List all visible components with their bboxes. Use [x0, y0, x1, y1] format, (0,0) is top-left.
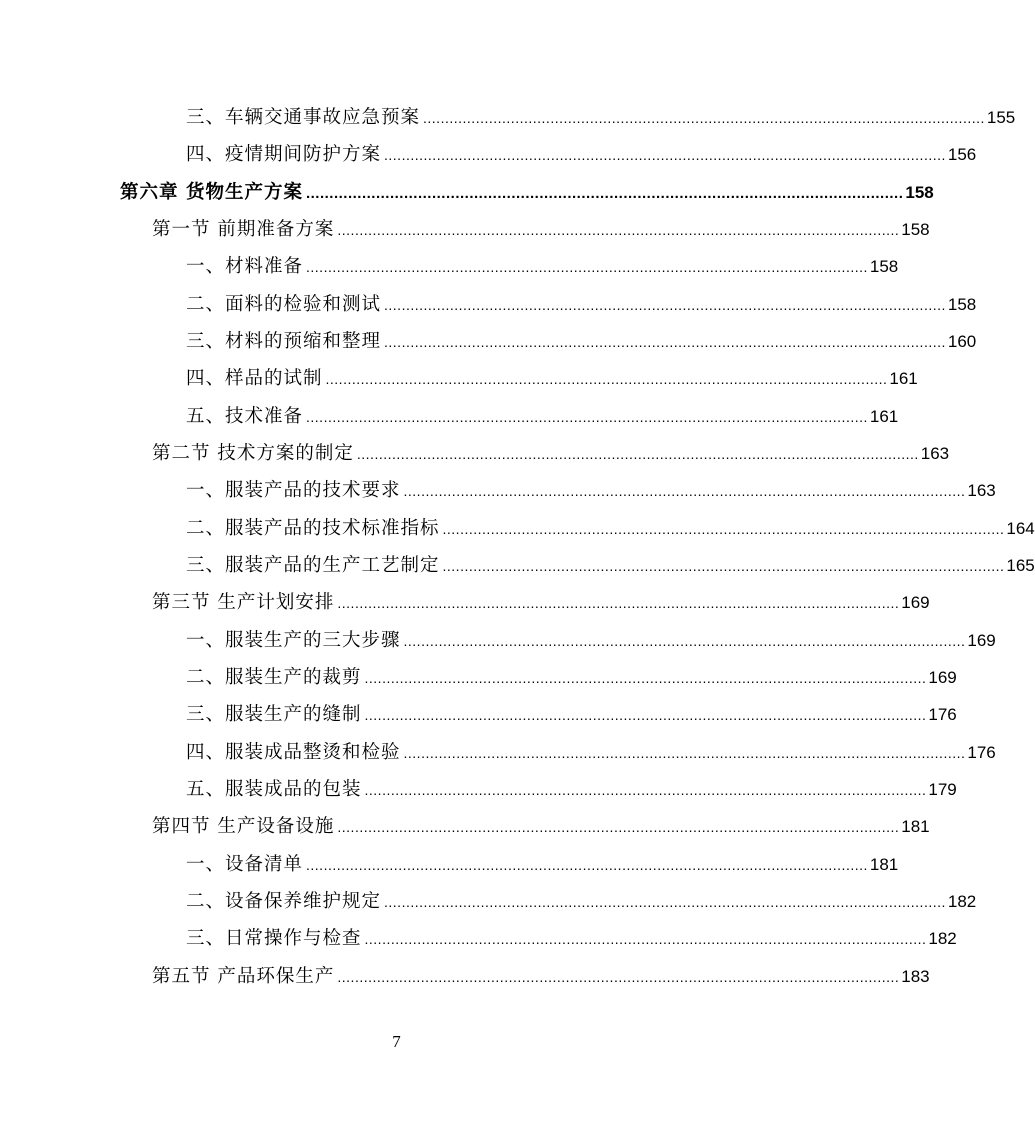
toc-page-number: 182 [928, 929, 957, 948]
toc-page-number: 176 [967, 743, 996, 762]
toc-section-entry[interactable] [152, 440, 950, 468]
toc-dot-leader: ................................................................................................................................ [384, 297, 946, 313]
toc-entry[interactable] [186, 291, 977, 319]
toc-entry-label: 三、服装产品的生产工艺制定 [186, 555, 440, 576]
toc-dot-leader: ................................................................................................................................ [356, 446, 919, 462]
toc-page-number: 181 [869, 855, 899, 874]
toc-page-number: 169 [967, 631, 996, 650]
toc-entry-label: 四、服装成品整烫和检验 [186, 742, 401, 763]
toc-entry[interactable] [186, 925, 957, 953]
toc-page-number: 163 [967, 481, 996, 500]
toc-page-number: 161 [869, 407, 899, 426]
toc-page-number: 160 [947, 332, 977, 351]
toc-dot-leader: ................................................................................................................................ [325, 371, 888, 387]
toc-section-entry[interactable] [152, 589, 930, 617]
toc-dot-leader: ................................................................................................................................ [403, 633, 966, 649]
toc-entry-label: 二、设备保养维护规定 [186, 891, 382, 912]
toc-entry-label: 一、服装产品的技术要求 [186, 480, 401, 501]
toc-dot-leader: ................................................................................................................................ [364, 931, 927, 947]
toc-entry[interactable] [186, 477, 996, 505]
toc-entry-label: 第六章 货物生产方案 [120, 182, 303, 203]
toc-entry-label: 第四节 生产设备设施 [152, 816, 335, 837]
toc-page-number: 176 [928, 705, 957, 724]
toc-page-number: 179 [928, 780, 957, 799]
toc-page-number: 161 [889, 369, 918, 388]
toc-entry[interactable] [186, 627, 996, 655]
toc-entry[interactable] [186, 515, 1035, 543]
toc-entry-label: 第二节 技术方案的制定 [152, 443, 354, 464]
toc-section-entry[interactable] [152, 963, 930, 991]
toc-entry[interactable] [186, 328, 977, 356]
toc-dot-leader: ................................................................................................................................ [364, 782, 927, 798]
toc-entry-label: 五、服装成品的包装 [186, 779, 362, 800]
toc-entry[interactable] [186, 888, 977, 916]
toc-dot-leader: ................................................................................................................................ [305, 185, 904, 202]
toc-page-number: 156 [947, 145, 977, 164]
toc-entry-label: 三、材料的预缩和整理 [186, 331, 382, 352]
toc-dot-leader: ................................................................................................................................ [306, 259, 868, 275]
toc-entry-label: 第五节 产品环保生产 [152, 966, 335, 987]
toc-entry-label: 三、车辆交通事故应急预案 [186, 107, 421, 128]
toc-dot-leader: ................................................................................................................................ [364, 670, 927, 686]
toc-page-number: 169 [928, 668, 957, 687]
toc-chapter-entry[interactable] [120, 179, 934, 207]
toc-entry-label: 三、日常操作与检查 [186, 928, 362, 949]
toc-entry[interactable] [186, 701, 957, 729]
toc-entry[interactable] [186, 141, 977, 169]
toc-entry[interactable] [186, 739, 996, 767]
toc-entry-label: 一、设备清单 [186, 854, 304, 875]
toc-dot-leader: ................................................................................................................................ [442, 521, 1005, 537]
toc-entry[interactable] [186, 104, 1016, 132]
toc-entry-label: 第三节 生产计划安排 [152, 592, 335, 613]
toc-entry-label: 第一节 前期准备方案 [152, 219, 335, 240]
toc-entry[interactable] [186, 552, 1035, 580]
toc-dot-leader: ................................................................................................................................ [306, 409, 868, 425]
toc-entry[interactable] [186, 664, 957, 692]
toc-page-number: 164 [1006, 519, 1035, 538]
toc-dot-leader: ................................................................................................................................ [423, 110, 985, 126]
toc-page-number: 181 [901, 817, 930, 836]
toc-dot-leader: ................................................................................................................................ [337, 595, 900, 611]
toc-entry[interactable] [186, 403, 899, 431]
toc-dot-leader: ................................................................................................................................ [306, 857, 868, 873]
toc-dot-leader: ................................................................................................................................ [384, 147, 946, 163]
toc-entry-label: 二、面料的检验和测试 [186, 294, 382, 315]
toc-entry[interactable] [186, 851, 899, 879]
toc-entry-label: 一、材料准备 [186, 256, 304, 277]
toc-entry-label: 二、服装产品的技术标准指标 [186, 518, 440, 539]
toc-entry[interactable] [186, 776, 957, 804]
toc-dot-leader: ................................................................................................................................ [403, 483, 966, 499]
toc-dot-leader: ................................................................................................................................ [384, 894, 946, 910]
toc-page-number: 163 [920, 444, 950, 463]
toc-dot-leader: ................................................................................................................................ [364, 707, 927, 723]
toc-page-number: 183 [901, 967, 930, 986]
footer-page-number: 7 [392, 1032, 401, 1051]
toc-dot-leader: ................................................................................................................................ [337, 222, 900, 238]
toc-entry-label: 四、样品的试制 [186, 368, 323, 389]
toc-page-number: 182 [947, 892, 977, 911]
toc-dot-leader: ................................................................................................................................ [384, 334, 946, 350]
toc-section-entry[interactable] [152, 216, 930, 244]
toc-page-number: 158 [905, 183, 934, 202]
toc-page-number: 169 [901, 593, 930, 612]
toc-entry-label: 一、服装生产的三大步骤 [186, 630, 401, 651]
toc-entry[interactable] [186, 365, 918, 393]
toc-page-number: 158 [901, 220, 930, 239]
toc-page-number: 165 [1006, 556, 1035, 575]
toc-dot-leader: ................................................................................................................................ [442, 558, 1005, 574]
toc-dot-leader: ................................................................................................................................ [337, 819, 900, 835]
toc-entry-label: 四、疫情期间防护方案 [186, 144, 382, 165]
toc-page-number: 155 [986, 108, 1016, 127]
toc-dot-leader: ................................................................................................................................ [403, 745, 966, 761]
toc-page-number: 158 [947, 295, 977, 314]
toc-entry-label: 五、技术准备 [186, 406, 304, 427]
toc-entry[interactable] [186, 253, 899, 281]
toc-dot-leader: ................................................................................................................................ [337, 969, 900, 985]
toc-page-number: 158 [869, 257, 899, 276]
toc-entry-label: 三、服装生产的缝制 [186, 704, 362, 725]
toc-entry-label: 二、服装生产的裁剪 [186, 667, 362, 688]
toc-section-entry[interactable] [152, 813, 930, 841]
